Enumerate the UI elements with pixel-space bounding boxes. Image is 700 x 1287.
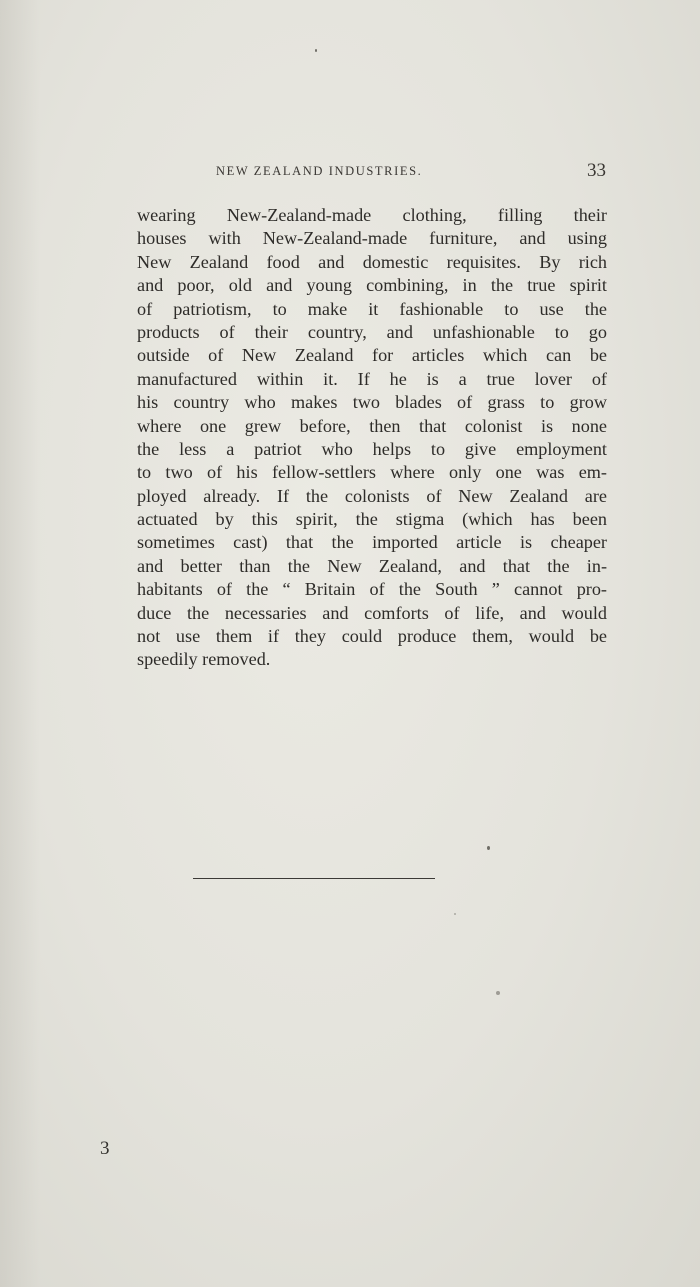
text-line: duce the necessaries and comforts of life, and would [137,602,607,623]
text-line: actuated by this spirit, the stigma (which has been [137,509,607,530]
text-line: his country who makes two blades of grass to grow [137,392,607,413]
text-line: speedily removed. [137,649,271,670]
paper-speck [487,846,490,850]
text-line: products of their country, and unfashionable to go [137,321,607,342]
text-line: ployed already. If the colonists of New Zealand are [137,485,607,506]
body-paragraph [137,204,607,672]
signature-mark: 3 [100,1138,110,1159]
text-line: sometimes cast) that the imported article is cheaper [137,532,607,553]
text-line: where one grew before, then that colonist is none [137,415,607,436]
text-line: of patriotism, to make it fashionable to use the [137,298,607,319]
page-number: 33 [587,160,606,181]
text-line: outside of New Zealand for articles which can be [137,345,607,366]
text-line: the less a patriot who helps to give employment [137,438,607,459]
paper-speck [315,49,317,52]
text-line: wearing New-Zealand-made clothing, filling their [137,205,607,225]
section-divider-rule [193,878,435,879]
paper-speck [454,913,456,915]
text-line: habitants of the “ Britain of the South ” cannot pro- [137,579,607,600]
text-line: manufactured within it. If he is a true lover of [137,368,607,389]
running-head [136,160,606,184]
paper-speck [496,991,500,995]
running-title: NEW ZEALAND INDUSTRIES. [216,164,423,178]
text-line: houses with New-Zealand-made furniture, and using [137,228,607,249]
text-line: New Zealand food and domestic requisites. By rich [137,251,607,272]
text-line: and better than the New Zealand, and that the in- [137,555,607,576]
text-line: not use them if they could produce them, would be [137,626,607,647]
text-line: to two of his fellow-settlers where only one was em- [137,462,607,483]
page-edge-shadow [0,0,40,1287]
text-line: and poor, old and young combining, in the true spirit [137,275,607,296]
